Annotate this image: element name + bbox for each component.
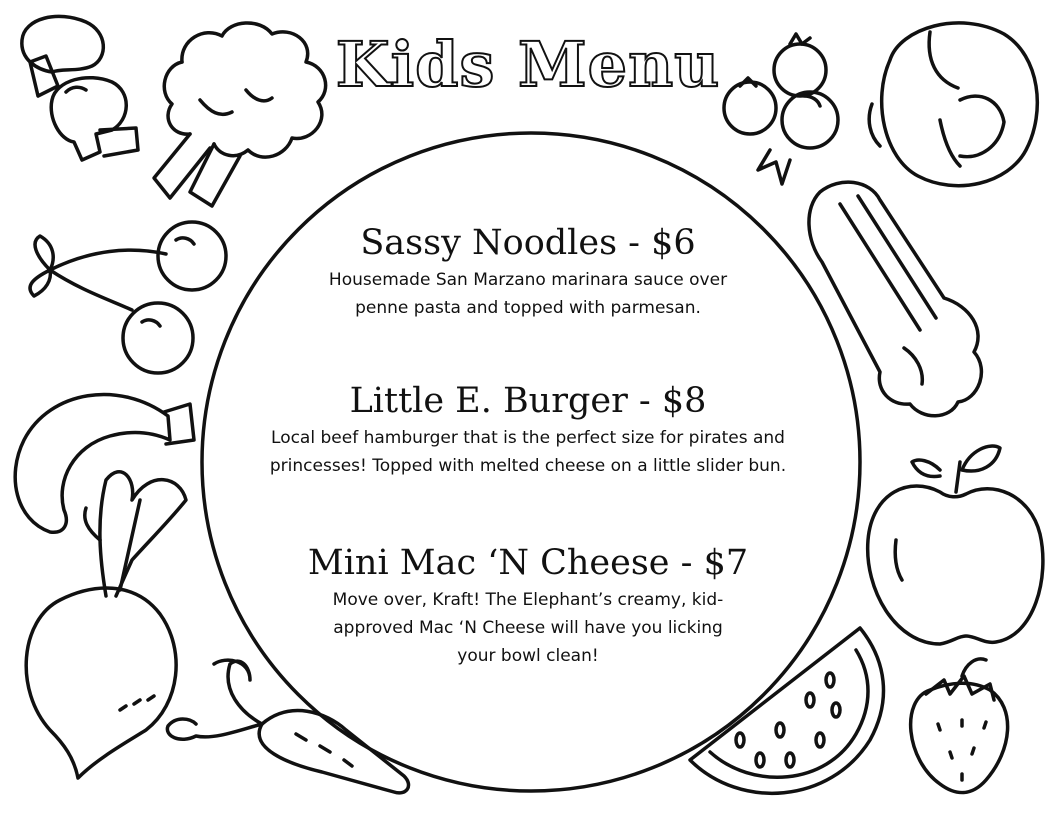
description-line: Local beef hamburger that is the perfect size for pirates and: [271, 428, 785, 448]
menu-item-title: Sassy Noodles - $6: [360, 223, 696, 263]
menu-item: [228, 222, 828, 322]
description-line: Move over, Kraft! The Elephant’s creamy, kid-: [332, 590, 724, 610]
menu-item-title: Little E. Burger - $8: [349, 381, 707, 421]
description-line: your bowl clean!: [457, 646, 599, 666]
menu-item-title: Mini Mac ‘N Cheese - $7: [307, 543, 749, 583]
description-line: approved Mac ‘N Cheese will have you licking: [333, 618, 723, 638]
apple-icon: [868, 446, 1043, 644]
menu-item-description: [228, 266, 828, 322]
strawberry-icon: [911, 659, 1008, 793]
beet-icon: [26, 472, 186, 778]
description-line: princesses! Topped with melted cheese on a little slider bun.: [269, 456, 787, 476]
menu-item: [228, 542, 828, 670]
banana-icon: [15, 394, 194, 532]
description-line: Housemade San Marzano marinara sauce over: [328, 270, 728, 290]
menu-item-description: [228, 586, 828, 670]
carrot-icon: [167, 660, 408, 793]
celery-icon: [809, 182, 981, 416]
page-title: Kids Menu: [335, 28, 721, 101]
menu-item: [228, 380, 828, 480]
description-line: penne pasta and topped with parmesan.: [355, 298, 701, 318]
cherries-icon: [30, 222, 226, 373]
menu-item-description: [228, 424, 828, 480]
